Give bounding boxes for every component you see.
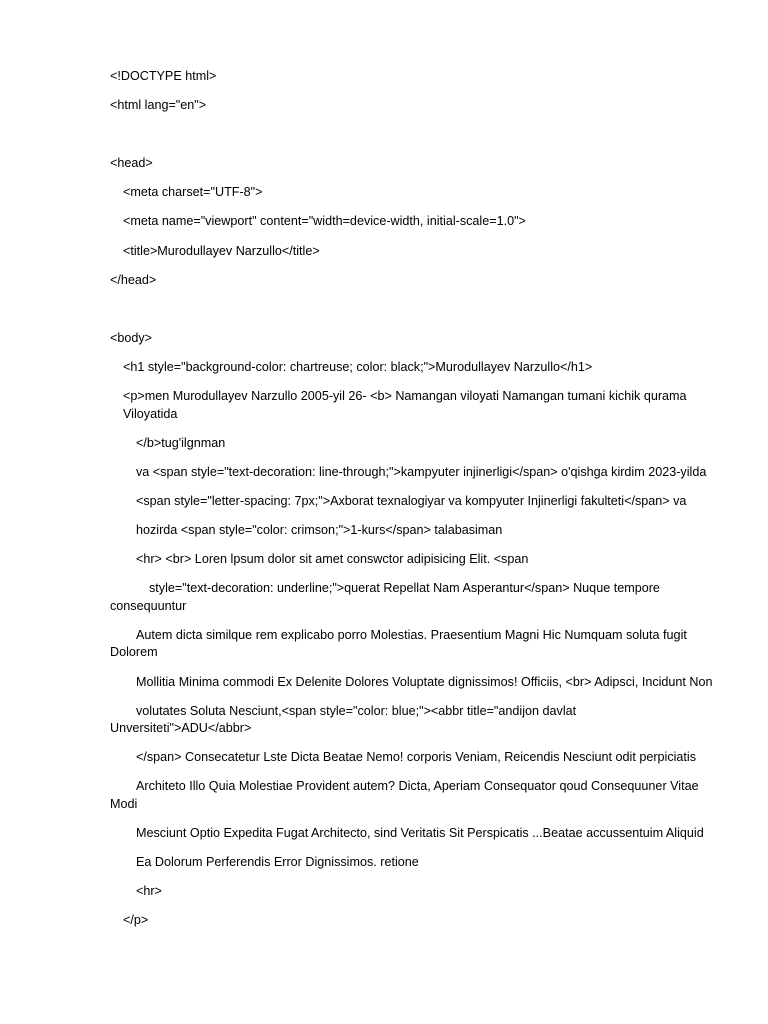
- doc-line-hr: <hr>: [136, 884, 162, 899]
- doc-line-meta-viewport: <meta name="viewport" content="width=device-width, initial-scale=1.0">: [123, 214, 526, 229]
- doc-line-head-open: <head>: [110, 156, 153, 171]
- blank-line: [110, 301, 715, 319]
- document-body: [110, 68, 715, 942]
- doc-line-doctype: <!DOCTYPE html>: [110, 69, 217, 83]
- doc-line-h1: <h1 style="background-color: chartreuse; color: black;">Murodullayev Narzullo</h1>: [123, 359, 593, 374]
- doc-line-mesciunt: Mesciunt Optio Expedita Fugat Architecto, sind Veritatis Sit Perspicatis ...Beatae accussentuim Aliquid: [136, 826, 704, 841]
- blank-line: [110, 126, 715, 144]
- doc-line-head-close: </head>: [110, 272, 157, 287]
- doc-line-mollitia: Mollitia Minima commodi Ex Delenite Dolores Voluptate dignissimos! Officiis, <br> Adipsci, Incidunt Non: [136, 674, 713, 689]
- doc-line-consecatetur: </span> Consecatetur Lste Dicta Beatae Nemo! corporis Veniam, Reicendis Nesciunt odit perpiciatis: [136, 750, 697, 765]
- doc-line-volutates: volutates Soluta Nesciunt,<span style="color: blue;"><abbr title="andijon davlat Unversiteti">ADU</abbr>: [110, 703, 580, 736]
- doc-line-ea-dolorum: Ea Dolorum Perferendis Error Dignissimos. retione: [136, 855, 419, 870]
- doc-line-paragraph-close: </p>: [123, 913, 149, 928]
- doc-line-autem: Autem dicta similque rem explicabo porro Molestias. Praesentium Magni Hic Numquam soluta fugit Dolorem: [110, 627, 691, 660]
- doc-line-lorem: <hr> <br> Loren lpsum dolor sit amet conswctor adipisicing Elit. <span: [136, 552, 529, 567]
- doc-line-architeto: Architeto Illo Quia Molestiae Provident autem? Dicta, Aperiam Consequator qoud Consequuner Vitae Modi: [110, 779, 703, 812]
- doc-line-body-open: <body>: [110, 330, 153, 345]
- doc-line-line-through: va <span style="text-decoration: line-through;">kampyuter injinerligi</span> o'qishga kirdim 2023-yilda: [136, 464, 707, 479]
- doc-line-title: <title>Murodullayev Narzullo</title>: [123, 243, 320, 258]
- doc-line-meta-charset: <meta charset="UTF-8">: [123, 185, 263, 200]
- doc-line-bold-close: </b>tug'ilgnman: [136, 435, 226, 450]
- doc-line-underline: style="text-decoration: underline;">querat Repellat Nam Asperantur</span> Nuque tempore consequuntur: [110, 581, 664, 613]
- doc-line-paragraph-open: <p>men Murodullayev Narzullo 2005-yil 26- <b> Namangan viloyati Namangan tumani kichik qurama Viloyatida: [123, 389, 691, 421]
- doc-line-html-open: <html lang="en">: [110, 98, 207, 113]
- doc-line-letter-spacing: <span style="letter-spacing: 7px;">Axborat texnalogiyar va kompyuter Injinerligi fakulteti</span> va: [136, 493, 687, 508]
- doc-line-crimson: hozirda <span style="color: crimson;">1-kurs</span> talabasiman: [136, 523, 503, 537]
